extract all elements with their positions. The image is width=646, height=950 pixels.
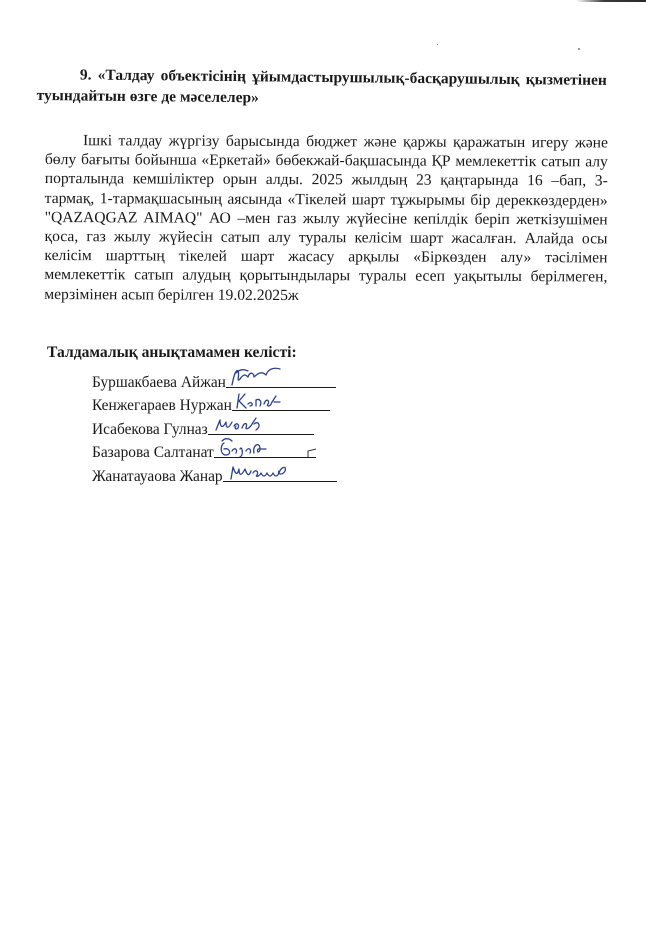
signer-name: Буршакбаева Айжан — [92, 373, 226, 391]
section-heading — [37, 64, 607, 112]
scan-speck — [578, 48, 580, 50]
signature-list — [92, 368, 372, 486]
signer-name: Кенжегараев Нуржан — [92, 397, 232, 414]
signature-line — [208, 416, 314, 435]
scan-speck — [437, 44, 438, 45]
signature-row — [92, 462, 372, 486]
section-heading-text: 9. «Талдау объектісінің ұйымдастырушылық-басқарушылық қызметінен туындайтын өзге де мәселелер» — [36, 66, 607, 107]
handwritten-signature — [225, 459, 295, 483]
handwritten-signature — [216, 435, 286, 459]
signature-line — [214, 439, 316, 458]
handwritten-signature — [228, 365, 298, 389]
signature-row — [92, 368, 372, 392]
signer-name: Базарова Салтанат — [92, 444, 214, 461]
signer-name: Жанатауаова Жанар — [92, 467, 223, 485]
signature-line — [226, 369, 336, 388]
body-paragraph — [44, 131, 608, 306]
handwritten-signature — [210, 412, 280, 436]
signatures-heading: Талдамалық анықтамамен келісті: — [47, 344, 297, 361]
signature-tick-mark — [306, 445, 320, 459]
signature-line — [223, 463, 337, 482]
scan-edge-artifact — [576, 0, 646, 2]
body-paragraph-text: Ішкі талдау жүргізу барысында бюджет және қаржы қаражатын игеру және бөлу бағыты бойынша «Еркетай» бөбекжай-бақшасында ҚР мемлекеттік сатып алу порталында кемшіліктер орын алды. 2025 жылдың 23 қаңтарында 16 –бап, 3-тармақ, 1-тармақшасының аясында «Тікелей шарт тұжырымы бір дереккөздерден» "QAZAQGAZ AIMAQ" АО –мен газ жылу жүйесіне кепілдік беріп жеткізушімен қоса, газ жылу жүйесін сатып алу туралы келісім шарт жасалған. Алайда осы келісім шарттың тікелей шарт жасасу арқылы «Біркөзден алу» тәсілімен мемлекеттік сатып алудың қорытындылары туралы есеп уақытылы берілмеген, мерзімінен асып берілген 19.02.2025ж — [44, 132, 608, 304]
handwritten-signature — [234, 388, 304, 412]
signature-line — [232, 392, 330, 411]
signer-name: Исабекова Гулназ — [92, 420, 208, 438]
